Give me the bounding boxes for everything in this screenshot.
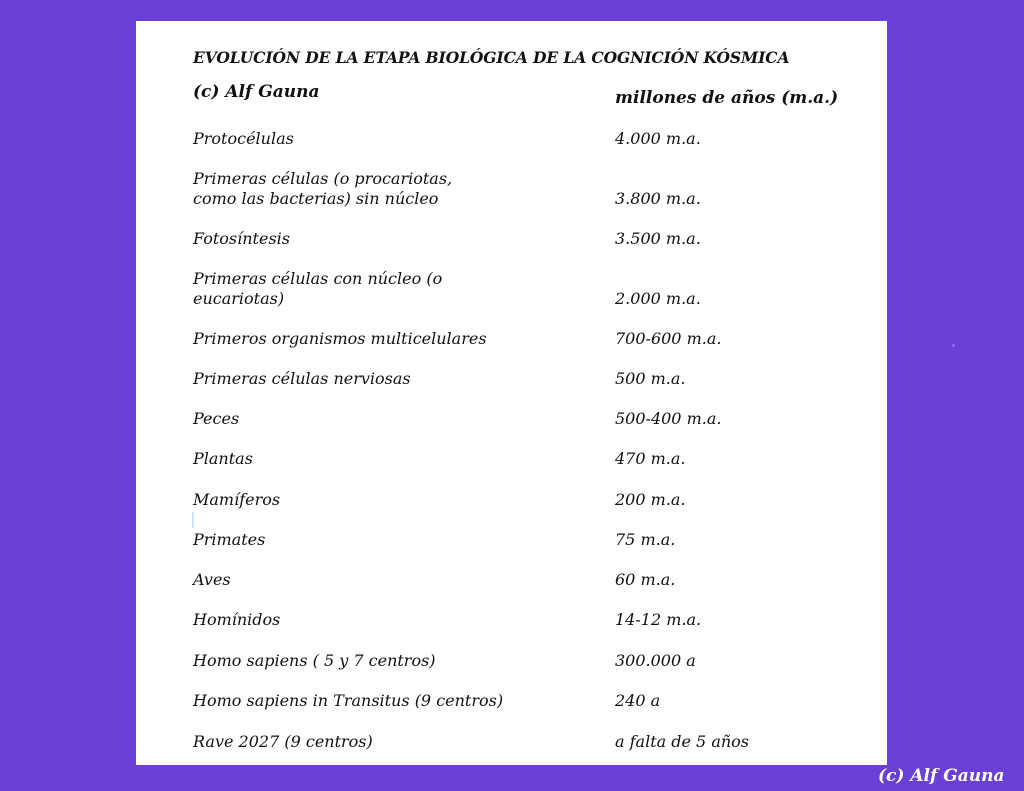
text-cursor: [192, 512, 194, 528]
watermark: (c) Alf Gauna: [878, 766, 1005, 786]
event-text-line: Homo sapiens ( 5 y 7 centros): [193, 651, 436, 670]
time-cell: 200 m.a.: [615, 490, 686, 509]
event-text-line: Mamíferos: [193, 490, 281, 509]
event-cell: [193, 449, 253, 469]
event-cell: [193, 269, 442, 309]
event-text-line: Rave 2027 (9 centros): [193, 732, 373, 751]
event-cell: [193, 530, 265, 550]
time-cell: 3.800 m.a.: [615, 189, 701, 208]
event-cell: [193, 129, 294, 149]
time-cell: 500 m.a.: [615, 369, 686, 388]
event-text-line: Homínidos: [193, 610, 281, 629]
time-cell: 470 m.a.: [615, 449, 686, 468]
event-cell: [193, 732, 373, 752]
event-text-line: Aves: [193, 570, 231, 589]
event-cell: [193, 570, 231, 590]
event-text-line: eucariotas): [193, 289, 285, 308]
time-cell: 75 m.a.: [615, 530, 676, 549]
time-cell: 300.000 a: [615, 651, 696, 670]
time-cell: 60 m.a.: [615, 570, 676, 589]
event-text-line: Primeras células con núcleo (o: [193, 269, 443, 288]
time-cell: 700-600 m.a.: [615, 329, 722, 348]
event-text-line: Primeros organismos multicelulares: [193, 329, 487, 348]
document-title: EVOLUCIÓN DE LA ETAPA BIOLÓGICA DE LA COGNICIÓN KÓSMICA: [193, 48, 790, 67]
time-cell: 3.500 m.a.: [615, 229, 701, 248]
event-text-line: Primates: [193, 530, 266, 549]
time-cell: 4.000 m.a.: [615, 129, 701, 148]
time-cell: 240 a: [615, 691, 661, 710]
event-cell: [193, 490, 280, 510]
event-cell: [193, 691, 503, 711]
time-cell: a falta de 5 años: [615, 732, 750, 751]
event-cell: [193, 369, 411, 389]
event-text-line: Homo sapiens in Transitus (9 centros): [193, 691, 504, 710]
author-credit: (c) Alf Gauna: [193, 82, 320, 102]
event-text-line: Fotosíntesis: [193, 229, 290, 248]
event-text-line: como las bacterias) sin núcleo: [193, 189, 439, 208]
event-cell: [193, 409, 239, 429]
time-cell: 14-12 m.a.: [615, 610, 702, 629]
event-cell: [193, 169, 452, 209]
event-text-line: Primeras células (o procariotas,: [193, 169, 453, 188]
time-cell: 500-400 m.a.: [615, 409, 722, 428]
event-text-line: Primeras células nerviosas: [193, 369, 411, 388]
stray-dot: [952, 344, 955, 347]
event-text-line: Plantas: [193, 449, 253, 468]
event-cell: [193, 229, 290, 249]
event-cell: [193, 610, 280, 630]
event-text-line: Protocélulas: [193, 129, 294, 148]
event-cell: [193, 329, 487, 349]
document-page: [136, 21, 887, 765]
event-text-line: Peces: [193, 409, 240, 428]
time-cell: 2.000 m.a.: [615, 289, 701, 308]
time-column-header: millones de años (m.a.): [615, 88, 839, 108]
event-cell: [193, 651, 436, 671]
